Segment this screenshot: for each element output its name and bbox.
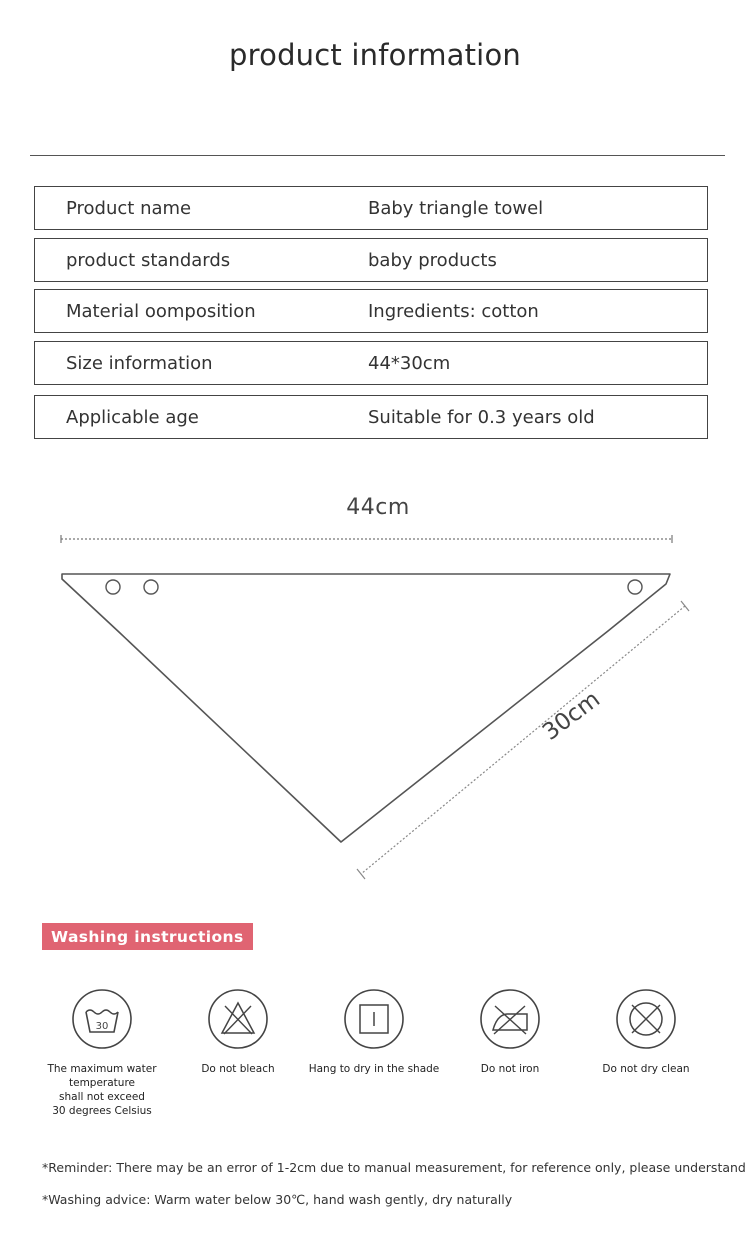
page-title: product information bbox=[229, 38, 521, 72]
spec-row-product-standards bbox=[34, 238, 708, 282]
height-dimension-label: 30cm bbox=[538, 686, 606, 746]
spec-label: Material oomposition bbox=[66, 301, 256, 322]
hang-dry-shade-icon bbox=[343, 988, 405, 1050]
snap-button-icon bbox=[628, 580, 642, 594]
care-label: The maximum water temperature shall not exceed 30 degrees Celsius bbox=[47, 1063, 157, 1117]
care-label: Do not dry clean bbox=[602, 1063, 690, 1075]
do-not-iron-icon bbox=[479, 988, 541, 1050]
do-not-dry-clean-icon bbox=[615, 988, 677, 1050]
spec-row-product-name bbox=[34, 186, 708, 230]
wash-temperature-text: 30 bbox=[95, 1021, 109, 1032]
spec-label: Size information bbox=[66, 353, 213, 374]
width-dimension-label: 44cm bbox=[346, 495, 410, 520]
snap-button-icon bbox=[106, 580, 120, 594]
spec-value: 44*30cm bbox=[368, 353, 451, 374]
spec-label: Product name bbox=[66, 198, 192, 219]
spec-value: Suitable for 0.3 years old bbox=[368, 407, 595, 428]
reminder-note: *Reminder: There may be an error of 1-2cm due to manual measurement, for reference only, please understand bbox=[42, 1160, 746, 1175]
spec-label: product standards bbox=[66, 250, 231, 271]
wash-30-icon bbox=[71, 988, 133, 1050]
towel-size-diagram bbox=[0, 480, 750, 900]
title-divider bbox=[30, 155, 725, 156]
height-dimension-line bbox=[357, 601, 689, 879]
spec-value: Ingredients: cotton bbox=[368, 301, 539, 322]
spec-row-size bbox=[34, 341, 708, 385]
washing-instructions-badge: Washing instructions bbox=[42, 923, 253, 950]
spec-row-age bbox=[34, 395, 708, 439]
spec-value: baby products bbox=[368, 250, 497, 271]
care-label: Do not bleach bbox=[201, 1063, 275, 1075]
spec-value: Baby triangle towel bbox=[368, 198, 544, 219]
spec-row-material bbox=[34, 289, 708, 333]
washing-advice-note: *Washing advice: Warm water below 30℃, hand wash gently, dry naturally bbox=[42, 1192, 513, 1207]
care-label: Hang to dry in the shade bbox=[308, 1063, 440, 1075]
snap-button-icon bbox=[144, 580, 158, 594]
do-not-bleach-icon bbox=[207, 988, 269, 1050]
care-label: Do not iron bbox=[480, 1063, 540, 1075]
spec-label: Applicable age bbox=[66, 407, 199, 428]
width-dimension-line bbox=[61, 535, 672, 543]
